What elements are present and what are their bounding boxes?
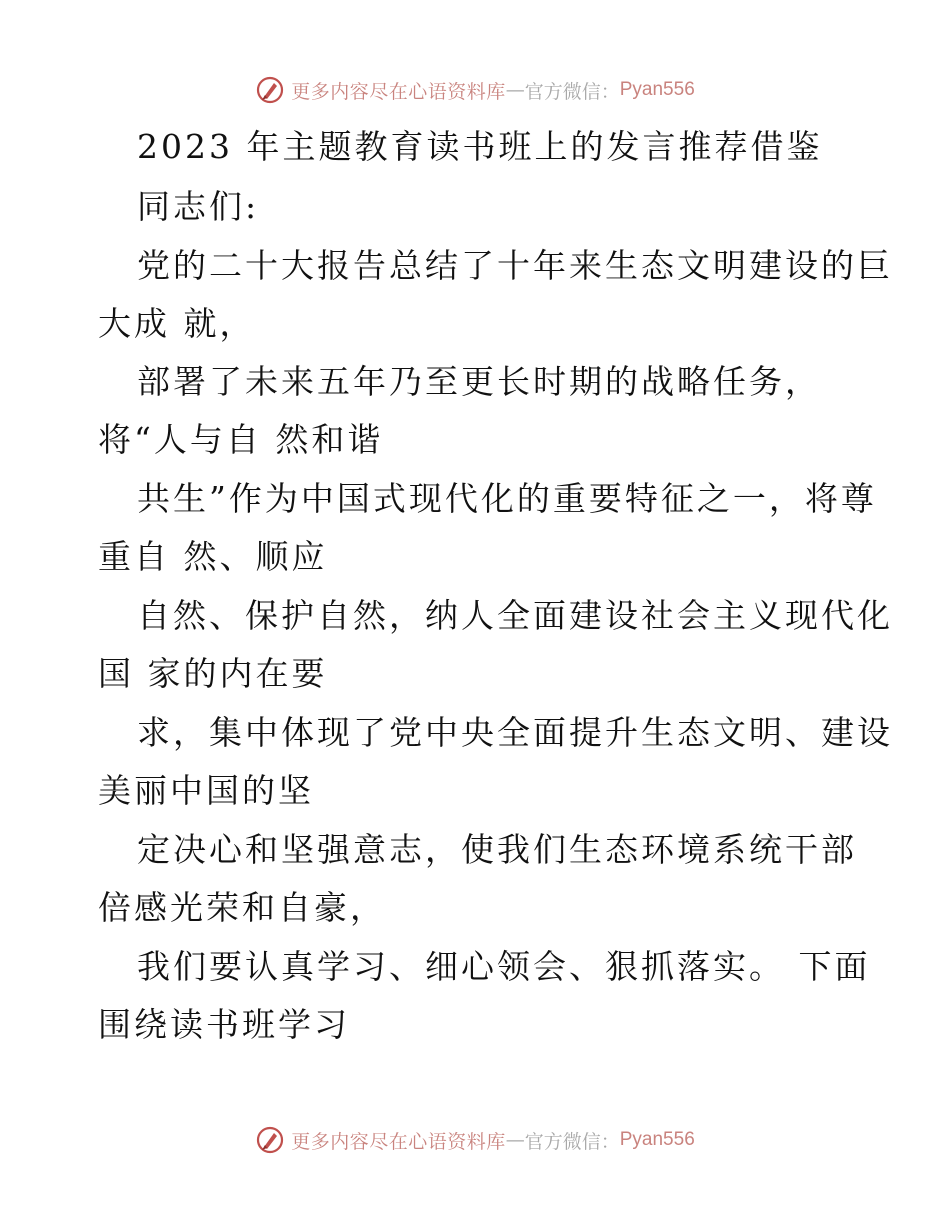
paragraph-line: 自然、保护自然，纳人全面建设社会主义现代化 — [137, 596, 893, 635]
paragraph-line: 重自 然、顺应 — [98, 537, 328, 576]
watermark-site-text: 更多内容尽在心语资料库 — [291, 1130, 506, 1153]
paragraph-line: 定决心和坚强意志，使我们生态环境系统干部 — [137, 830, 857, 869]
paragraph-line: 我们要认真学习、细心领会、狠抓落实。 下面 — [137, 947, 871, 986]
pen-nib-logo-icon — [255, 1125, 285, 1155]
paragraph-line: 共生”作为中国式现代化的重要特征之一，将尊 — [137, 479, 877, 518]
paragraph-line: 大成 就， — [98, 304, 256, 343]
paragraph-line: 倍感光荣和自豪， — [98, 888, 386, 927]
watermark-wechat-id: Pyan556 — [619, 1129, 695, 1150]
paragraph-line: 党的二十大报告总结了十年来生态文明建设的巨 — [137, 246, 893, 285]
paragraph-line: 国 家的内在要 — [98, 654, 328, 693]
paragraph-line: 将“人与自 然和谐 — [98, 420, 384, 459]
paragraph-line: 求，集中体现了党中央全面提升生态文明、建设 — [137, 713, 893, 752]
watermark-wechat-label: 官方微信： — [524, 1130, 620, 1153]
document-greeting: 同志们: — [137, 187, 260, 226]
paragraph-line: 美丽中国的坚 — [98, 771, 314, 810]
watermark-separator: — — [505, 79, 525, 101]
watermark-site-text: 更多内容尽在心语资料库 — [291, 80, 506, 103]
watermark-separator: — — [505, 1129, 525, 1151]
paragraph-line: 部署了未来五年乃至更长时期的战略任务， — [137, 362, 821, 401]
watermark-wechat-id: Pyan556 — [619, 79, 695, 100]
paragraph-line: 围绕读书班学习 — [98, 1005, 350, 1044]
pen-nib-logo-icon — [255, 75, 285, 105]
footer-watermark — [0, 1122, 950, 1158]
header-watermark — [0, 72, 950, 108]
document-title: 2023 年主题教育读书班上的发言推荐借鉴 — [137, 127, 823, 166]
watermark-wechat-label: 官方微信： — [524, 80, 620, 103]
